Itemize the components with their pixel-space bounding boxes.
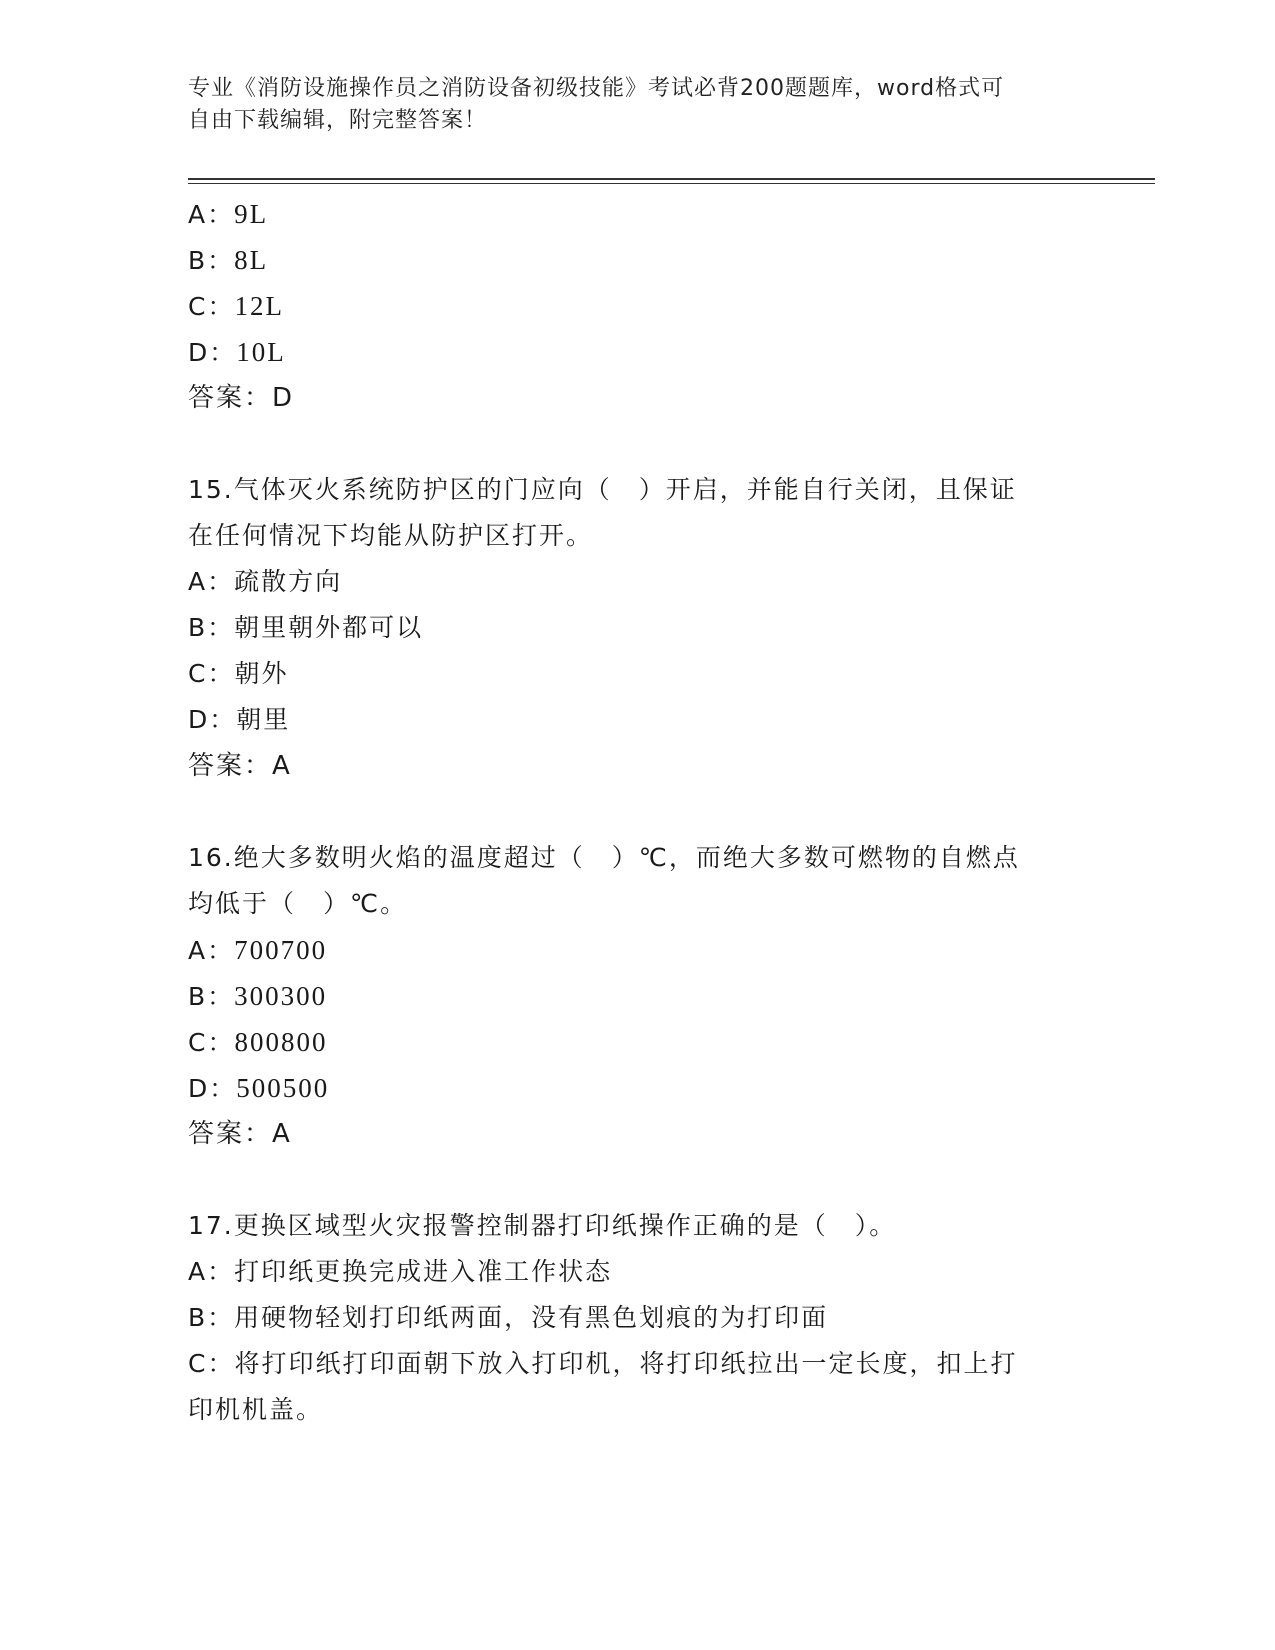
option-label: C： [188,1028,235,1057]
option-label: A： [188,936,235,965]
option-value: 500500 [236,1073,330,1103]
option-label: A： [188,200,235,229]
header-rule-thin [188,183,1155,184]
option-d [188,329,1088,375]
option-b [188,237,1088,283]
option-label: B： [188,246,235,275]
option-value: 800800 [234,1027,328,1057]
header-line-1: 专业《消防设施操作员之消防设备初级技能》考试必背200题题库，word格式可 [188,76,1005,101]
option-label: C： [188,292,235,321]
option-a: A：打印纸更换完成进入准工作状态 [188,1257,613,1286]
answer-line: 答案：D [188,383,295,413]
option-value: 700700 [234,935,328,965]
option-label: D： [188,1074,237,1103]
option-a: A：疏散方向 [188,567,343,596]
answer-line: 答案：A [188,1119,292,1149]
header-line-2: 自由下载编辑，附完整答案！ [188,108,488,133]
option-value: 12L [234,291,284,321]
spacer [188,789,1088,835]
option-value: 8L [234,245,269,275]
question-text-line-1: 16.绝大多数明火焰的温度超过（ ）℃，而绝大多数可燃物的自燃点 [188,843,1020,872]
option-b: B：用硬物轻划打印纸两面，没有黑色划痕的为打印面 [188,1303,829,1332]
option-c [188,283,1088,329]
question-text-line-2: 均低于（ ）℃。 [188,889,408,918]
option-value: 9L [234,199,269,229]
question-17-block [188,1203,1088,1433]
spacer [188,1157,1088,1203]
option-b [188,973,1088,1019]
option-b: B：朝里朝外都可以 [188,613,424,642]
option-c [188,1019,1088,1065]
spacer [188,421,1088,467]
header-rule-thick [188,178,1155,180]
answer-line: 答案：A [188,751,292,781]
question-text-line-2: 在任何情况下均能从防护区打开。 [188,521,594,550]
question-text-line-1: 15.气体灭火系统防护区的门应向（ ）开启，并能自行关闭，且保证 [188,475,1017,504]
option-d: D：朝里 [188,705,291,734]
option-label: B： [188,982,235,1011]
question-16-block [188,835,1088,1157]
option-c: C：朝外 [188,659,289,688]
option-c-line-2: 印机机盖。 [188,1395,324,1424]
option-c-line-1: C：将打印纸打印面朝下放入打印机，将打印纸拉出一定长度，扣上打 [188,1349,1018,1378]
option-d [188,1065,1088,1111]
document-header [188,73,1068,137]
option-a [188,191,1088,237]
option-value: 300300 [234,981,328,1011]
question-text-line-1: 17.更换区域型火灾报警控制器打印纸操作正确的是（ ）。 [188,1211,897,1240]
option-a [188,927,1088,973]
question-15-block [188,467,1088,789]
option-label: D： [188,338,237,367]
question-14-block [188,191,1088,421]
document-body [188,191,1088,1433]
option-value: 10L [236,337,286,367]
